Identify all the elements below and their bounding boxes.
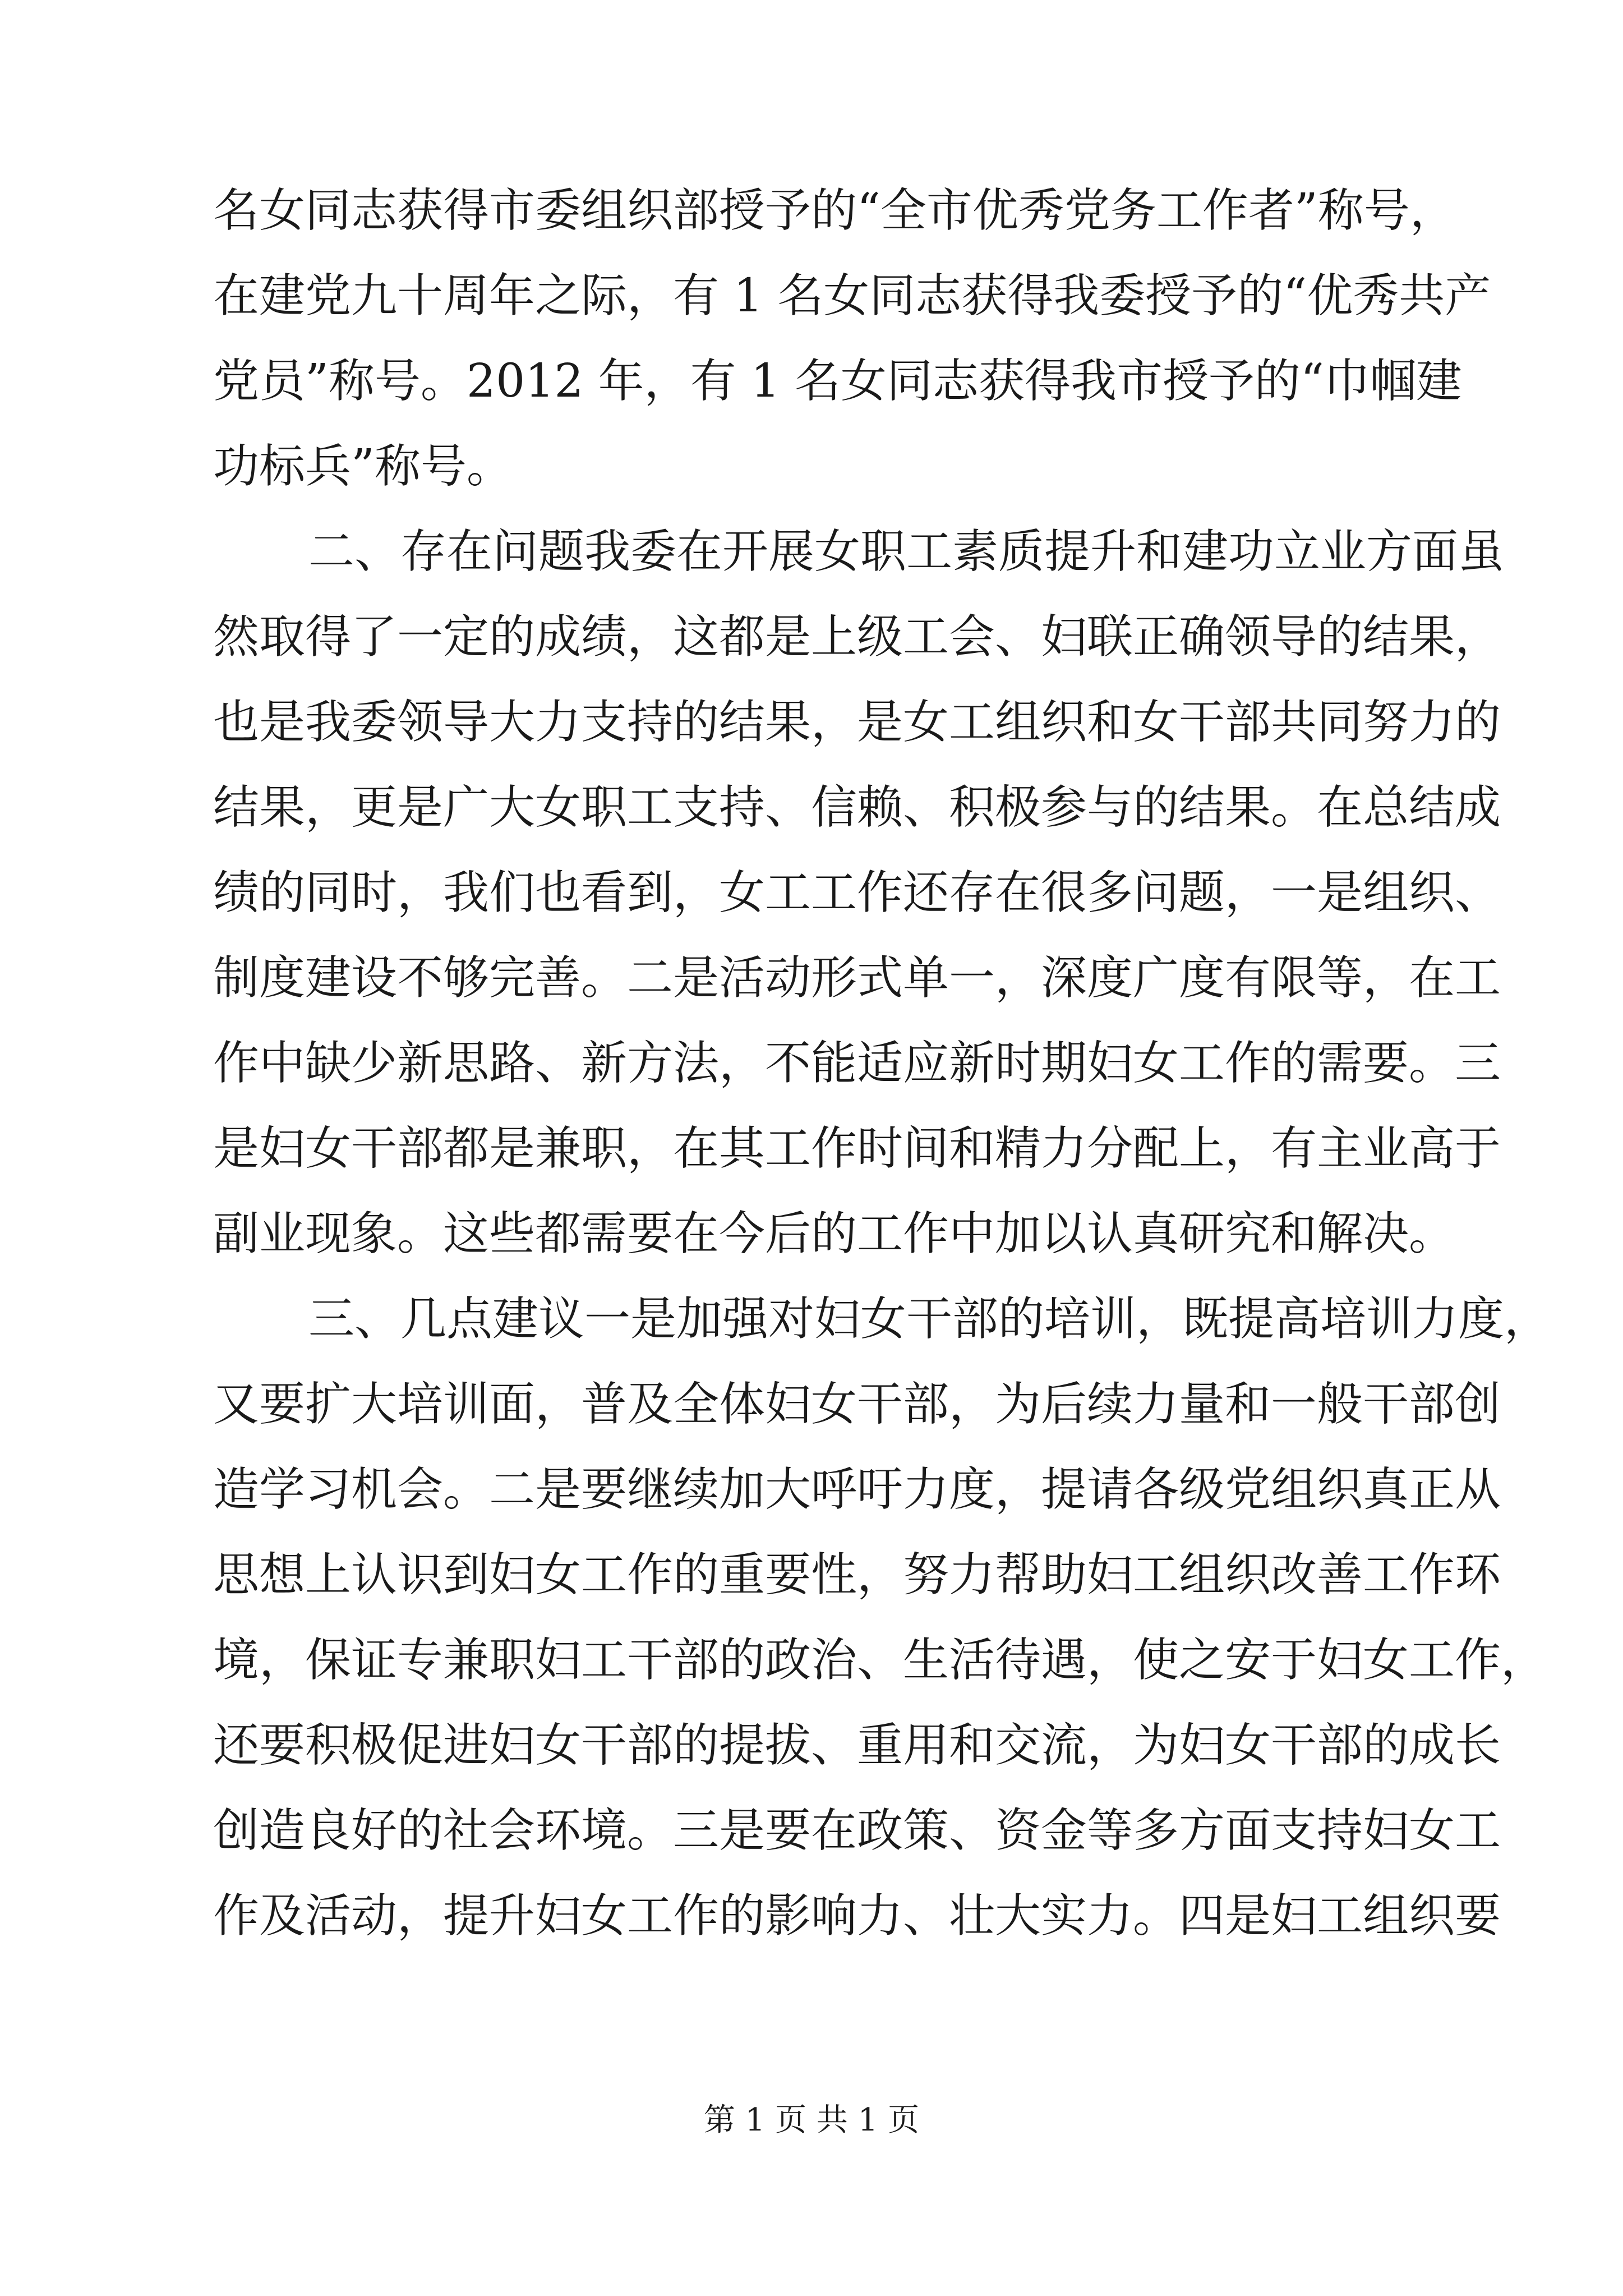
text-line: 结果，更是广大女职工支持、信赖、积极参与的结果。在总结成 — [213, 781, 1501, 834]
text-line: 制度建设不够完善。二是活动形式单一，深度广度有限等，在工 — [213, 951, 1501, 1005]
text-line: 然取得了一定的成绩，这都是上级工会、妇联正确领导的结果， — [213, 610, 1501, 664]
text-line: 名女同志获得市委组织部授予的“全市优秀党务工作者”称号， — [213, 184, 1456, 237]
paragraph-3 — [213, 1277, 1551, 1959]
text-line: 是妇女干部都是兼职，在其工作时间和精力分配上，有主业高于 — [213, 1122, 1501, 1175]
text-line: 二、存在问题我委在开展女职工素质提升和建功立业方面虽 — [308, 525, 1505, 578]
paragraph-2 — [213, 509, 1505, 1277]
text-line: 作及活动，提升妇女工作的影响力、壮大实力。四是妇工组织要 — [213, 1889, 1501, 1943]
text-line: 作中缺少新思路、新方法，不能适应新时期妇女工作的需要。三 — [213, 1037, 1501, 1090]
text-line: 副业现象。这些都需要在今后的工作中加以认真研究和解决。 — [213, 1207, 1455, 1260]
page-number-footer: 第 1 页 共 1 页 — [703, 2102, 920, 2138]
text-line: 也是我委领导大力支持的结果，是女工组织和女干部共同努力的 — [213, 696, 1501, 749]
text-line: 造学习机会。二是要继续加大呼吁力度，提请各级党组织真正从 — [213, 1463, 1501, 1516]
text-line: 思想上认识到妇女工作的重要性，努力帮助妇工组织改善工作环 — [213, 1548, 1501, 1602]
text-line: 还要积极促进妇女干部的提拔、重用和交流，为妇女干部的成长 — [213, 1719, 1501, 1772]
document-body — [213, 168, 1551, 1959]
paragraph-1 — [213, 168, 1491, 509]
text-line: 在建党九十周年之际，有 1 名女同志获得我委授予的“优秀共产 — [213, 269, 1491, 323]
text-line: 创造良好的社会环境。三是要在政策、资金等多方面支持妇女工 — [213, 1804, 1501, 1857]
text-line: 境，保证专兼职妇工干部的政治、生活待遇，使之安于妇女工作， — [213, 1634, 1547, 1687]
text-line: 三、几点建议一是加强对妇女干部的培训，既提高培训力度， — [308, 1292, 1551, 1346]
text-line: 绩的同时，我们也看到，女工工作还存在很多问题，一是组织、 — [213, 866, 1501, 919]
text-line: 功标兵”称号。 — [213, 440, 513, 493]
text-line: 党员”称号。2012 年，有 1 名女同志获得我市授予的“巾帼建 — [213, 355, 1462, 408]
text-line: 又要扩大培训面，普及全体妇女干部，为后续力量和一般干部创 — [213, 1378, 1501, 1431]
